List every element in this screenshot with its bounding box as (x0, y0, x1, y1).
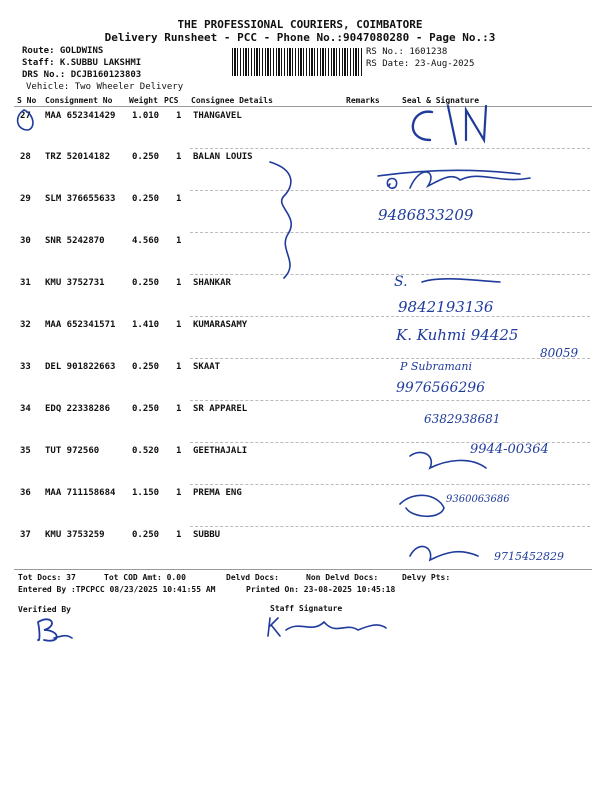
total-cod: Tot COD Amt: 0.00 (104, 573, 186, 582)
row-pcs: 1 (176, 152, 182, 162)
col-pcs: PCS (164, 96, 179, 105)
row-pcs: 1 (176, 194, 182, 204)
handwritten-phone: 9842193136 (398, 298, 494, 316)
row-weight: 0.520 (132, 446, 160, 456)
signature-stroke (400, 495, 444, 516)
vehicle-label: Vehicle: Two Wheeler Delivery (26, 82, 184, 92)
row-consignment: KMU 3752731 (45, 278, 105, 288)
row-consignee: SUBBU (193, 530, 221, 540)
row-consignment: DEL 901822663 (45, 362, 116, 372)
row-consignment: MAA 652341571 (45, 320, 116, 330)
row-consignment: SNR 5242870 (45, 236, 105, 246)
handwritten-phone-suffix: 80059 (540, 346, 579, 360)
row-consignee: KUMARASAMY (193, 320, 248, 330)
handwritten-phone: 6382938681 (424, 412, 501, 426)
handwritten-initial: S. (394, 274, 408, 290)
row-sno: 28 (20, 152, 31, 162)
row-consignee: SHANKAR (193, 278, 231, 288)
signature-stroke (410, 546, 478, 560)
row-consignment: EDQ 22338286 (45, 404, 111, 414)
row-sno: 37 (20, 530, 31, 540)
col-seal-signature: Seal & Signature (402, 96, 480, 105)
row-sno: 35 (20, 446, 31, 456)
brace-mark (270, 162, 291, 278)
circle-mark-icon (18, 110, 33, 130)
row-consignment: MAA 711158684 (45, 488, 116, 498)
row-pcs: 1 (176, 320, 182, 330)
row-pcs: 1 (176, 488, 182, 498)
row-consignee: THANGAVEL (193, 111, 242, 121)
handwritten-name: P Subramani (400, 360, 472, 373)
rs-number: RS No.: 1601238 (366, 47, 448, 57)
row-pcs: 1 (176, 278, 182, 288)
row-pcs: 1 (176, 404, 182, 414)
signature-stroke (387, 179, 396, 189)
row-consignment: MAA 652341429 (45, 111, 116, 121)
company-title: THE PROFESSIONAL COURIERS, COIMBATORE (177, 18, 423, 31)
row-pcs: 1 (176, 111, 182, 121)
row-consignee: SR APPAREL (193, 404, 248, 414)
row-weight: 0.250 (132, 530, 160, 540)
delivered-docs: Delvd Docs: (226, 573, 279, 582)
row-consignment: TUT 972560 (45, 446, 100, 456)
row-sno: 27 (20, 111, 31, 121)
staff-label: Staff: K.SUBBU LAKSHMI (22, 58, 142, 68)
footer-rule (14, 569, 592, 570)
handwritten-name-phone: K. Kuhmi 94425 (396, 326, 519, 344)
row-pcs: 1 (176, 446, 182, 456)
staff-signature-label: Staff Signature (270, 604, 343, 613)
row-pcs: 1 (176, 530, 182, 540)
row-weight: 0.250 (132, 278, 160, 288)
cn-mark-n (466, 106, 486, 140)
row-weight: 0.250 (132, 404, 160, 414)
cn-mark-c (413, 112, 432, 140)
handwritten-phone: 9360063686 (446, 494, 510, 505)
row-consignment: KMU 3753259 (45, 530, 105, 540)
cn-mark-slash (448, 106, 456, 144)
squiggle-line (378, 170, 520, 176)
rs-date: RS Date: 23-Aug-2025 (366, 59, 475, 69)
runsheet-subtitle: Delivery Runsheet - PCC - Phone No.:9047080280 - Page No.:3 (104, 31, 496, 44)
drs-number: DRS No.: DCJB160123803 (22, 70, 142, 80)
verified-by-label: Verified By (18, 605, 71, 614)
handwritten-phone: 9944-00364 (470, 442, 549, 457)
row-consignee: SKAAT (193, 362, 221, 372)
row-weight: 1.150 (132, 488, 160, 498)
route-label: Route: GOLDWINS (22, 46, 104, 56)
col-consignee: Consignee Details (191, 96, 273, 105)
row-pcs: 1 (176, 362, 182, 372)
row-sno: 33 (20, 362, 31, 372)
col-sno: S No (17, 96, 37, 105)
entered-by: Entered By :TPCPCC 08/23/2025 10:41:55 AM (18, 585, 216, 594)
col-weight: Weight (129, 96, 158, 105)
row-sno: 31 (20, 278, 31, 288)
handwritten-phone: 9715452829 (494, 550, 564, 563)
row-weight: 0.250 (132, 152, 160, 162)
col-remarks: Remarks (346, 96, 380, 105)
total-docs: Tot Docs: 37 (18, 573, 76, 582)
row-consignee: PREMA ENG (193, 488, 242, 498)
signature-stroke (422, 279, 500, 282)
row-pcs: 1 (176, 236, 182, 246)
row-consignee: BALAN LOUIS (193, 152, 253, 162)
row-sno: 34 (20, 404, 31, 414)
row-consignment: TRZ 52014182 (45, 152, 111, 162)
signature-stroke (410, 172, 530, 188)
handwritten-phone: 9976566296 (396, 380, 486, 396)
printed-on: Printed On: 23-08-2025 10:45:18 (246, 585, 396, 594)
row-weight: 0.250 (132, 362, 160, 372)
row-sno: 36 (20, 488, 31, 498)
row-sno: 29 (20, 194, 31, 204)
row-sno: 32 (20, 320, 31, 330)
row-weight: 1.410 (132, 320, 160, 330)
row-sno: 30 (20, 236, 31, 246)
row-weight: 0.250 (132, 194, 160, 204)
delivery-points: Delvy Pts: (402, 573, 451, 582)
staff-signature (286, 622, 386, 630)
row-consignment: SLM 376655633 (45, 194, 116, 204)
handwritten-phone: 9486833209 (378, 206, 474, 224)
staff-signature (268, 618, 280, 636)
row-weight: 1.010 (132, 111, 160, 121)
non-delivered-docs: Non Delvd Docs: (306, 573, 379, 582)
row-weight: 4.560 (132, 236, 160, 246)
col-consignment: Consignment No (45, 96, 113, 105)
row-consignee: GEETHAJALI (193, 446, 248, 456)
